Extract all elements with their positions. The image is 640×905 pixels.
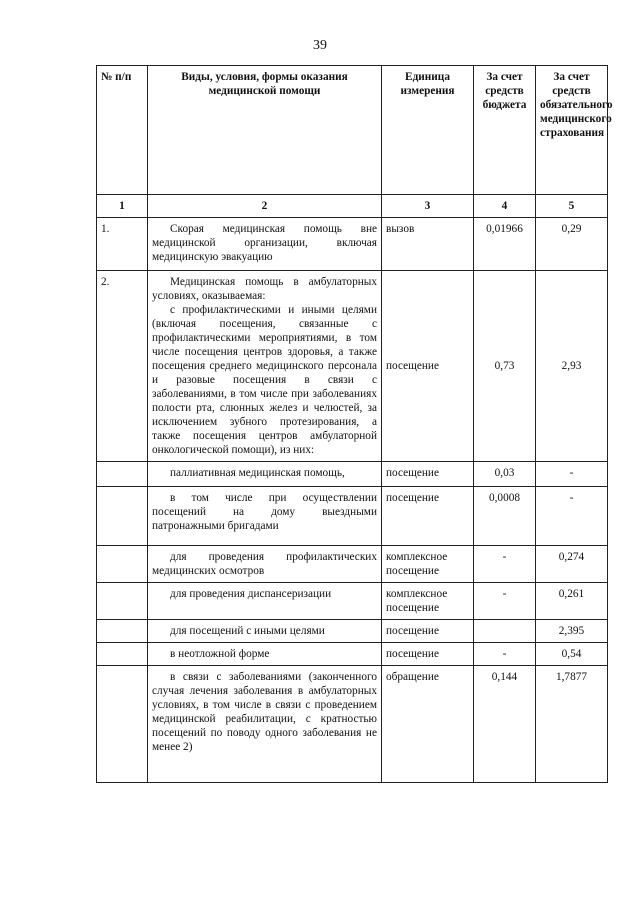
row-unit: посещение: [382, 271, 474, 462]
row-description-detail: с профилактическими и иными целями (включая посещения, связанные с профилактическими мероприятиями, в том числе посещения центров здоровья, а также посещения среднего медицинского персонала и разовые посещения в связи с заболеваниями, в том числе при заболеваниях полости рта, слюнных желез и челюстей, за исключением зубного протезирования, а также посещения центров амбулаторной онкологической помощи), из них:: [152, 304, 377, 456]
table-row: [97, 643, 608, 666]
page-number: 39: [313, 38, 327, 53]
row-number: 2.: [97, 271, 148, 462]
column-number: 5: [536, 195, 608, 218]
header-kind: Виды, условия, формы оказания медицинской помощи: [148, 66, 382, 195]
row-oms: 0,261: [536, 583, 608, 620]
table-row: [97, 271, 608, 462]
row-number: [97, 487, 148, 546]
row-budget: 0,03: [474, 462, 536, 487]
row-oms: 2,395: [536, 620, 608, 643]
row-oms: 0,54: [536, 643, 608, 666]
header-budget: За счет средств бюджета: [474, 66, 536, 195]
row-description: для проведения диспансеризации: [148, 583, 382, 620]
row-oms: 0,29: [536, 218, 608, 271]
row-budget: -: [474, 546, 536, 583]
row-oms: 1,7877: [536, 666, 608, 783]
row-description: в неотложной форме: [148, 643, 382, 666]
row-description: [148, 271, 382, 462]
row-unit: комплексное посещение: [382, 583, 474, 620]
table-row: [97, 583, 608, 620]
table-row: [97, 487, 608, 546]
row-unit: посещение: [382, 462, 474, 487]
column-number: 2: [148, 195, 382, 218]
row-number: [97, 643, 148, 666]
row-description: в связи с заболеваниями (законченного случая лечения заболевания в амбулаторных условиях, в том числе в связи с проведением медицинской реабилитации, с кратностью посещений по поводу одного заболевания не менее 2): [148, 666, 382, 783]
row-unit: посещение: [382, 487, 474, 546]
table-row: [97, 620, 608, 643]
column-number: 1: [97, 195, 148, 218]
column-number: 3: [382, 195, 474, 218]
row-oms: 0,274: [536, 546, 608, 583]
table-row: [97, 218, 608, 271]
header-unit: Единица измерения: [382, 66, 474, 195]
row-budget: 0,01966: [474, 218, 536, 271]
row-oms: 2,93: [536, 271, 608, 462]
table-row: [97, 546, 608, 583]
row-budget: 0,0008: [474, 487, 536, 546]
row-unit: обращение: [382, 666, 474, 783]
row-number: [97, 546, 148, 583]
header-num: № п/п: [97, 66, 148, 195]
row-description: в том числе при осуществлении посещений на дому выездными патронажными бригадами: [148, 487, 382, 546]
row-description-intro: Медицинская помощь в амбулаторных условиях, оказываемая:: [152, 276, 377, 302]
row-oms: -: [536, 487, 608, 546]
row-description: для проведения профилактических медицинских осмотров: [148, 546, 382, 583]
row-number: 1.: [97, 218, 148, 271]
row-unit: посещение: [382, 620, 474, 643]
row-oms: -: [536, 462, 608, 487]
row-budget: 0,73: [474, 271, 536, 462]
row-unit: комплексное посещение: [382, 546, 474, 583]
volume-table: [96, 65, 613, 783]
row-number: [97, 462, 148, 487]
row-description: паллиативная медицинская помощь,: [148, 462, 382, 487]
table-row: [97, 462, 608, 487]
row-number: [97, 583, 148, 620]
row-budget: 0,144: [474, 666, 536, 783]
column-number: 4: [474, 195, 536, 218]
row-number: [97, 620, 148, 643]
row-number: [97, 666, 148, 783]
header-row: [97, 66, 608, 195]
row-budget: -: [474, 643, 536, 666]
row-budget: [474, 620, 536, 643]
header-oms: За счет средств обязательного медицинского страхования: [536, 66, 608, 195]
row-unit: посещение: [382, 643, 474, 666]
row-budget: -: [474, 583, 536, 620]
table-row: [97, 666, 608, 783]
column-number-row: [97, 195, 608, 218]
row-description: для посещений с иными целями: [148, 620, 382, 643]
row-unit: вызов: [382, 218, 474, 271]
row-description: Скорая медицинская помощь вне медицинской организации, включая медицинскую эвакуацию: [148, 218, 382, 271]
